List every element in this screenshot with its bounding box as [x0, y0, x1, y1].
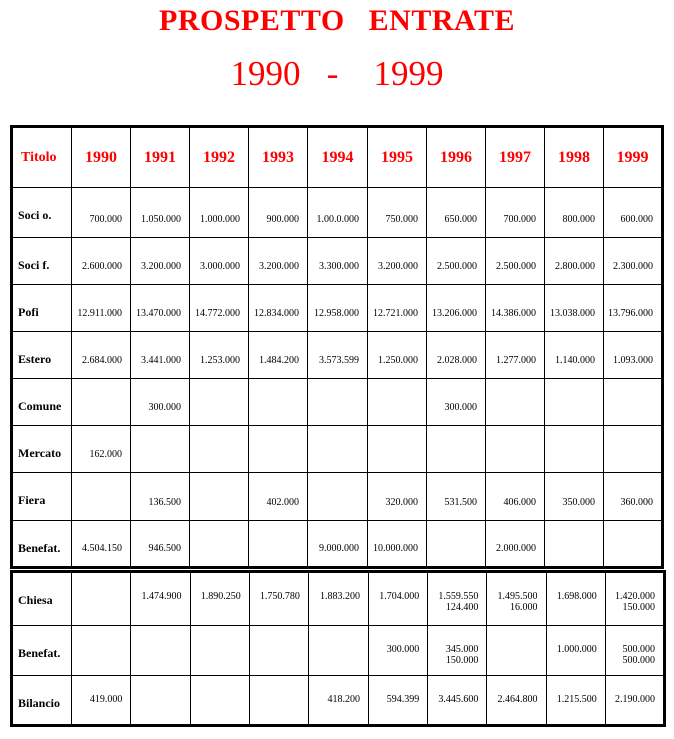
table-cell [190, 426, 249, 473]
row-label: Soci f. [12, 238, 72, 285]
table-cell: 4.504.150 [72, 521, 131, 568]
table-cell [369, 626, 428, 676]
year-header: 1992 [190, 127, 249, 188]
cell-line: 1.215.500 [556, 694, 597, 705]
table-cell [486, 426, 545, 473]
table-cell [605, 572, 664, 626]
table-cell: 3.200.000 [249, 238, 308, 285]
table-cell [131, 676, 190, 726]
cell-line: 418.200 [327, 694, 361, 705]
cell-line: 150.000 [622, 602, 655, 613]
row-label: Bilancio [12, 676, 72, 726]
cell-line: 1.420.000 [615, 591, 655, 602]
row-label: Comune [12, 379, 72, 426]
table-cell: 320.000 [368, 473, 427, 521]
table-cell: 360.000 [604, 473, 663, 521]
year-header: 1997 [486, 127, 545, 188]
table-cell [545, 379, 604, 426]
cell-line: 500.000 [622, 644, 655, 655]
table-cell [428, 572, 487, 626]
table-row [12, 473, 663, 521]
table-cell [605, 676, 664, 726]
table-cell: 2.028.000 [427, 332, 486, 379]
year-header: 1991 [131, 127, 190, 188]
income-table-continued [10, 570, 666, 727]
table-row [12, 188, 663, 238]
table-cell: 946.500 [131, 521, 190, 568]
table-cell [72, 676, 131, 726]
table-row [12, 521, 663, 568]
header-label: Titolo [12, 127, 72, 188]
table-cell [605, 626, 664, 676]
table-cell: 750.000 [368, 188, 427, 238]
table-cell: 350.000 [545, 473, 604, 521]
cell-line: 1.559.550 [438, 591, 479, 602]
table-cell: 12.834.000 [249, 285, 308, 332]
table-cell: 3.441.000 [131, 332, 190, 379]
income-table [10, 125, 664, 569]
cell-line: 1.750.780 [259, 591, 300, 602]
table-cell: 1.253.000 [190, 332, 249, 379]
cell-line: 345.000 [445, 644, 479, 655]
table-cell [308, 473, 368, 521]
table-cell [604, 379, 663, 426]
cell-line: 1.474.900 [141, 591, 182, 602]
cell-line: 1.890.250 [200, 591, 241, 602]
table-cell: 1.277.000 [486, 332, 545, 379]
table-cell: 300.000 [427, 379, 486, 426]
table-cell: 1.050.000 [131, 188, 190, 238]
table-row [12, 285, 663, 332]
year-header: 1994 [308, 127, 368, 188]
year-header: 1990 [72, 127, 131, 188]
table-cell: 3.000.000 [190, 238, 249, 285]
header-row [12, 127, 663, 188]
table-cell: 300.000 [131, 379, 190, 426]
cell-line: 150.000 [445, 655, 479, 666]
table-cell: 12.958.000 [308, 285, 368, 332]
table-cell: 402.000 [249, 473, 308, 521]
table-cell [190, 626, 249, 676]
table-cell: 700.000 [72, 188, 131, 238]
table-cell: 10.000.000 [368, 521, 427, 568]
cell-line: 300.000 [386, 644, 420, 655]
table-cell [427, 426, 486, 473]
table-row [12, 332, 663, 379]
cell-line: 1.000.000 [556, 644, 597, 655]
cell-line: 1.495.500 [497, 591, 538, 602]
year-header: 1993 [249, 127, 308, 188]
table-cell: 12.911.000 [72, 285, 131, 332]
table-cell [604, 426, 663, 473]
table-cell [72, 626, 131, 676]
table-cell [190, 379, 249, 426]
row-label: Chiesa [12, 572, 72, 626]
cell-line: 3.445.600 [438, 694, 479, 705]
table-cell: 136.500 [131, 473, 190, 521]
year-header: 1996 [427, 127, 486, 188]
table-cell: 700.000 [486, 188, 545, 238]
table-cell [190, 473, 249, 521]
table-row [12, 379, 663, 426]
year-header: 1998 [545, 127, 604, 188]
row-label: Soci o. [12, 188, 72, 238]
cell-line: 16.000 [510, 602, 538, 613]
table-cell: 2.800.000 [545, 238, 604, 285]
table-cell [486, 379, 545, 426]
table-cell [190, 676, 249, 726]
table-cell [545, 426, 604, 473]
row-label: Benefat. [12, 626, 72, 676]
table-cell: 1.484.200 [249, 332, 308, 379]
table-cell [487, 676, 546, 726]
table-cell: 13.796.000 [604, 285, 663, 332]
cell-line: 500.000 [622, 655, 655, 666]
table-cell: 3.300.000 [308, 238, 368, 285]
table-row [12, 676, 665, 726]
table-cell: 14.772.000 [190, 285, 249, 332]
table-cell: 13.470.000 [131, 285, 190, 332]
table-cell: 162.000 [72, 426, 131, 473]
cell-line: 419.000 [89, 694, 123, 705]
table-cell [546, 676, 605, 726]
cell-line: 1.704.000 [379, 591, 420, 602]
table-cell: 3.200.000 [368, 238, 427, 285]
table-cell [131, 426, 190, 473]
table-cell: 14.386.000 [486, 285, 545, 332]
table-cell [428, 676, 487, 726]
table-cell [249, 626, 308, 676]
table-cell: 12.721.000 [368, 285, 427, 332]
table-cell: 1.093.000 [604, 332, 663, 379]
table-cell: 1.000.000 [190, 188, 249, 238]
table-cell [72, 572, 131, 626]
table-cell [368, 379, 427, 426]
table-cell: 9.000.000 [308, 521, 368, 568]
table-row [12, 626, 665, 676]
table-row [12, 238, 663, 285]
page-title: PROSPETTO ENTRATE [159, 4, 515, 37]
table-cell: 13.206.000 [427, 285, 486, 332]
table-cell: 3.573.599 [308, 332, 368, 379]
table-cell [427, 521, 486, 568]
table-cell [369, 676, 428, 726]
table-cell [249, 521, 308, 568]
table-row [12, 426, 663, 473]
table-cell [249, 426, 308, 473]
year-header: 1995 [368, 127, 427, 188]
table-cell: 13.038.000 [545, 285, 604, 332]
table-cell: 650.000 [427, 188, 486, 238]
cell-line: 594.399 [386, 694, 420, 705]
table-cell: 2.500.000 [486, 238, 545, 285]
table-cell [249, 572, 308, 626]
table-cell [546, 572, 605, 626]
table-cell [190, 521, 249, 568]
table-cell [249, 676, 308, 726]
table-cell [308, 572, 368, 626]
table-cell: 1.00.0.000 [308, 188, 368, 238]
cell-line: 124.400 [445, 602, 479, 613]
year-header: 1999 [604, 127, 663, 188]
table-cell: 2.500.000 [427, 238, 486, 285]
table-cell [72, 473, 131, 521]
table-cell [604, 521, 663, 568]
table-cell [72, 379, 131, 426]
table-cell [368, 426, 427, 473]
row-label: Estero [12, 332, 72, 379]
row-label: Pofi [12, 285, 72, 332]
cell-line: 1.883.200 [320, 591, 361, 602]
table-cell [131, 572, 190, 626]
table-cell: 600.000 [604, 188, 663, 238]
row-label: Fiera [12, 473, 72, 521]
row-label: Mercato [12, 426, 72, 473]
table-cell [369, 572, 428, 626]
table-cell [131, 626, 190, 676]
table-cell [249, 379, 308, 426]
table-cell: 531.500 [427, 473, 486, 521]
table-cell [545, 521, 604, 568]
row-label: Benefat. [12, 521, 72, 568]
table-cell [308, 426, 368, 473]
page-subtitle: 1990 - 1999 [230, 54, 444, 93]
table-cell [308, 626, 368, 676]
table-cell [308, 379, 368, 426]
table-cell [190, 572, 249, 626]
table-row [12, 572, 665, 626]
table-cell [487, 626, 546, 676]
table-cell [308, 676, 368, 726]
table-cell: 2.000.000 [486, 521, 545, 568]
table-cell: 406.000 [486, 473, 545, 521]
table-cell: 2.600.000 [72, 238, 131, 285]
cell-line: 1.698.000 [556, 591, 597, 602]
table-cell: 800.000 [545, 188, 604, 238]
table-cell: 3.200.000 [131, 238, 190, 285]
table-cell: 900.000 [249, 188, 308, 238]
table-cell [487, 572, 546, 626]
table-cell [428, 626, 487, 676]
table-cell: 1.250.000 [368, 332, 427, 379]
table-cell: 1.140.000 [545, 332, 604, 379]
table-cell [546, 626, 605, 676]
cell-line: 2.464.800 [497, 694, 538, 705]
table-cell: 2.684.000 [72, 332, 131, 379]
table-cell: 2.300.000 [604, 238, 663, 285]
cell-line: 2.190.000 [615, 694, 655, 705]
